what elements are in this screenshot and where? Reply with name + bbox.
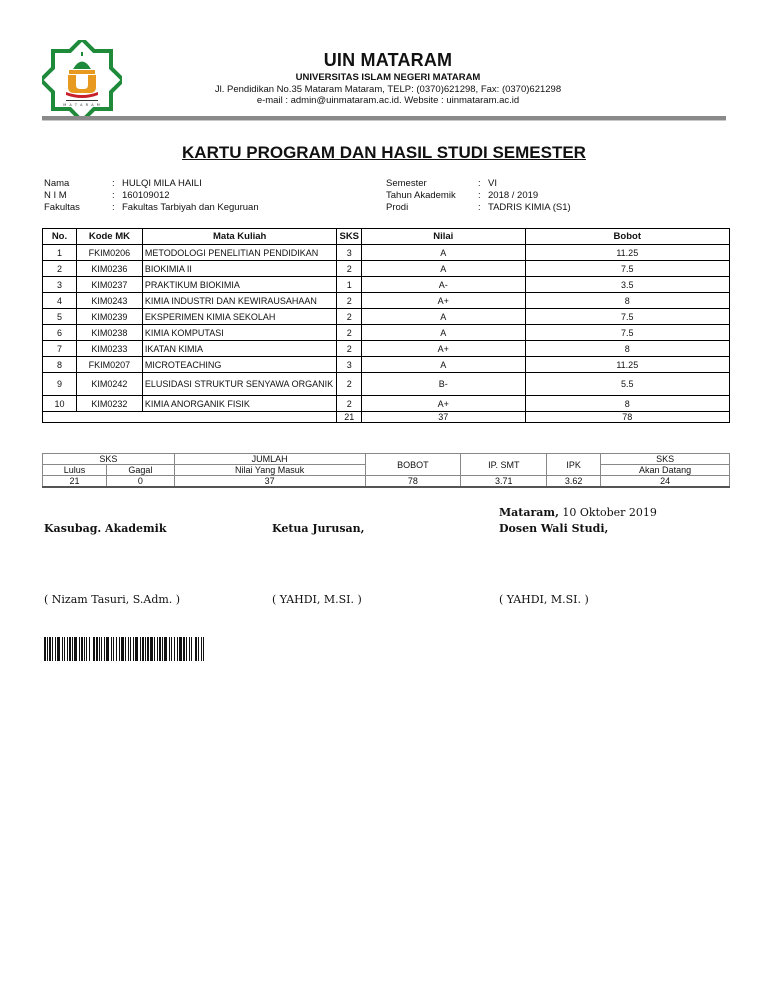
- barcode: [44, 637, 264, 661]
- barcode-bar: [142, 637, 144, 661]
- barcode-bar: [147, 637, 149, 661]
- course-table: [42, 228, 730, 423]
- cell-no: 6: [43, 325, 77, 341]
- ketua-jurusan-name: ( YAHDI, M.SI. ): [272, 593, 362, 606]
- summary-lulus-value: 21: [43, 476, 107, 488]
- info-separator: :: [112, 202, 115, 213]
- header-no: No.: [43, 229, 77, 245]
- barcode-bar: [99, 637, 100, 661]
- table-row: [43, 293, 730, 309]
- total-bobot: 78: [525, 412, 729, 423]
- cell-no: 9: [43, 373, 77, 396]
- cell-no: 7: [43, 341, 77, 357]
- cell-sks: 3: [337, 357, 362, 373]
- barcode-bar: [183, 637, 185, 661]
- cell-kode: KIM0239: [76, 309, 142, 325]
- barcode-bar: [86, 637, 87, 661]
- cell-sks: 2: [337, 325, 362, 341]
- cell-bobot: 7.5: [525, 325, 729, 341]
- barcode-bar: [195, 637, 197, 661]
- barcode-bar: [47, 637, 48, 661]
- info-row-fakultas: [44, 202, 374, 214]
- barcode-bar: [203, 637, 204, 661]
- university-logo: [42, 40, 122, 120]
- info-value: 160109012: [122, 190, 170, 201]
- barcode-bar: [189, 637, 190, 661]
- barcode-bar: [145, 637, 146, 661]
- table-total-row: [43, 412, 730, 423]
- barcode-bar: [74, 637, 77, 661]
- barcode-bar: [81, 637, 83, 661]
- barcode-bar: [62, 637, 63, 661]
- barcode-bar: [55, 637, 56, 661]
- cell-bobot: 7.5: [525, 261, 729, 277]
- summary-header-row-1: [43, 454, 730, 465]
- summary-values-row: [43, 476, 730, 488]
- info-label: Fakultas: [44, 202, 80, 213]
- cell-mata-kuliah: PRAKTIKUM BIOKIMIA: [142, 277, 337, 293]
- cell-bobot: 8: [525, 293, 729, 309]
- barcode-bar: [186, 637, 187, 661]
- info-label: N I M: [44, 190, 67, 201]
- barcode-bar: [174, 637, 175, 661]
- cell-bobot: 8: [525, 396, 729, 412]
- cell-bobot: 11.25: [525, 245, 729, 261]
- info-label: Prodi: [386, 202, 409, 213]
- header-kode-mk: Kode MK: [76, 229, 142, 245]
- cell-mata-kuliah: KIMIA INDUSTRI DAN KEWIRAUSAHAAN: [142, 293, 337, 309]
- barcode-bar: [79, 637, 80, 661]
- table-row: [43, 373, 730, 396]
- cell-kode: KIM0232: [76, 396, 142, 412]
- info-row-nama: [44, 178, 374, 190]
- summary-sks-akan-header: SKS: [601, 454, 730, 465]
- institution-contact: e-mail : admin@uinmataram.ac.id. Website : uinmataram.ac.id: [256, 95, 520, 106]
- summary-ipk-value: 3.62: [547, 476, 601, 488]
- table-row: [43, 396, 730, 412]
- header-nilai: Nilai: [362, 229, 526, 245]
- barcode-bar: [157, 637, 158, 661]
- cell-nilai: A+: [362, 341, 526, 357]
- barcode-bar: [135, 637, 138, 661]
- info-row-prodi: [386, 202, 716, 214]
- barcode-bar: [69, 637, 71, 661]
- barcode-bar: [119, 637, 120, 661]
- cell-nilai: B-: [362, 373, 526, 396]
- kasubag-name: ( Nizam Tasuri, S.Adm. ): [44, 593, 181, 606]
- barcode-bar: [49, 637, 51, 661]
- cell-no: 4: [43, 293, 77, 309]
- header-sks: SKS: [337, 229, 362, 245]
- cell-sks: 2: [337, 309, 362, 325]
- institution-full-name: UNIVERSITAS ISLAM NEGERI MATARAM: [295, 72, 481, 83]
- cell-nilai: A: [362, 309, 526, 325]
- signature-date: 10 Oktober 2019: [558, 506, 657, 519]
- info-label: Semester: [386, 178, 427, 189]
- summary-akan-datang-header: Akan Datang: [601, 465, 730, 476]
- dosen-wali-name: ( YAHDI, M.SI. ): [499, 593, 589, 606]
- cell-bobot: 11.25: [525, 357, 729, 373]
- cell-kode: FKIM0207: [76, 357, 142, 373]
- barcode-bar: [96, 637, 98, 661]
- cell-no: 5: [43, 309, 77, 325]
- barcode-bar: [154, 637, 155, 661]
- barcode-bar: [64, 637, 65, 661]
- cell-nilai: A+: [362, 396, 526, 412]
- cell-kode: KIM0236: [76, 261, 142, 277]
- cell-kode: KIM0237: [76, 277, 142, 293]
- cell-mata-kuliah: ELUSIDASI STRUKTUR SENYAWA ORGANIK: [142, 373, 337, 396]
- barcode-bar: [125, 637, 126, 661]
- cell-no: 2: [43, 261, 77, 277]
- info-row-tahun-akademik: [386, 190, 716, 202]
- cell-bobot: 3.5: [525, 277, 729, 293]
- table-row: [43, 341, 730, 357]
- table-row: [43, 245, 730, 261]
- summary-table: [42, 453, 730, 488]
- cell-kode: KIM0242: [76, 373, 142, 396]
- info-separator: :: [478, 190, 481, 201]
- cell-sks: 1: [337, 277, 362, 293]
- ketua-jurusan-title: Ketua Jurusan,: [272, 522, 365, 535]
- cell-kode: KIM0238: [76, 325, 142, 341]
- barcode-bar: [67, 637, 68, 661]
- cell-sks: 2: [337, 293, 362, 309]
- barcode-bar: [201, 637, 202, 661]
- info-value: 2018 / 2019: [488, 190, 539, 201]
- summary-nilai-masuk-header: Nilai Yang Masuk: [174, 465, 365, 476]
- student-info-left: [44, 178, 374, 218]
- summary-ip-smt-header: IP. SMT: [461, 454, 547, 476]
- student-info-right: [386, 178, 716, 218]
- cell-sks: 2: [337, 396, 362, 412]
- summary-lulus-header: Lulus: [43, 465, 107, 476]
- barcode-bar: [191, 637, 192, 661]
- cell-no: 10: [43, 396, 77, 412]
- info-value: HULQI MILA HAILI: [122, 178, 202, 189]
- barcode-bar: [171, 637, 172, 661]
- signature-date-line: [499, 506, 657, 519]
- barcode-bar: [162, 637, 163, 661]
- kasubag-title: Kasubag. Akademik: [44, 522, 167, 535]
- info-value: Fakultas Tarbiyah dan Keguruan: [122, 202, 259, 213]
- cell-bobot: 7.5: [525, 309, 729, 325]
- cell-nilai: A: [362, 325, 526, 341]
- info-row-semester: [386, 178, 716, 190]
- summary-sks-header: SKS: [43, 454, 175, 465]
- cell-no: 8: [43, 357, 77, 373]
- cell-mata-kuliah: BIOKIMIA II: [142, 261, 337, 277]
- summary-bobot-value: 78: [365, 476, 461, 488]
- barcode-bar: [52, 637, 53, 661]
- dosen-wali-title: Dosen Wali Studi,: [499, 522, 609, 535]
- barcode-bar: [130, 637, 131, 661]
- svg-text:M A T A R A M: M A T A R A M: [63, 103, 101, 107]
- info-separator: :: [478, 178, 481, 189]
- table-row: [43, 325, 730, 341]
- info-label: Tahun Akademik: [386, 190, 456, 201]
- cell-nilai: A+: [362, 293, 526, 309]
- summary-gagal-header: Gagal: [106, 465, 174, 476]
- cell-kode: KIM0233: [76, 341, 142, 357]
- barcode-bar: [106, 637, 109, 661]
- cell-nilai: A-: [362, 277, 526, 293]
- barcode-bar: [159, 637, 161, 661]
- header-mata-kuliah: Mata Kuliah: [142, 229, 337, 245]
- cell-mata-kuliah: MICROTEACHING: [142, 357, 337, 373]
- barcode-bar: [198, 637, 199, 661]
- institution-address: Jl. Pendidikan No.35 Mataram Mataram, TELP: (0370)621298, Fax: (0370)621298: [214, 84, 562, 95]
- cell-bobot: 8: [525, 341, 729, 357]
- total-sks: 21: [337, 412, 362, 423]
- cell-sks: 2: [337, 373, 362, 396]
- summary-sks-akan-datang-value: 24: [601, 476, 730, 488]
- info-value: TADRIS KIMIA (S1): [488, 202, 571, 213]
- document-title: KARTU PROGRAM DAN HASIL STUDI SEMESTER: [182, 143, 586, 162]
- barcode-bar: [89, 637, 90, 661]
- total-label-cell: [43, 412, 337, 423]
- info-separator: :: [478, 202, 481, 213]
- cell-nilai: A: [362, 357, 526, 373]
- table-row: [43, 357, 730, 373]
- table-header-row: [43, 229, 730, 245]
- table-row: [43, 309, 730, 325]
- barcode-bar: [121, 637, 124, 661]
- barcode-bar: [93, 637, 95, 661]
- barcode-bar: [169, 637, 170, 661]
- barcode-bar: [133, 637, 134, 661]
- barcode-bar: [164, 637, 167, 661]
- barcode-bar: [44, 637, 46, 661]
- summary-ip-smt-value: 3.71: [461, 476, 547, 488]
- cell-kode: FKIM0206: [76, 245, 142, 261]
- info-separator: :: [112, 178, 115, 189]
- barcode-bar: [104, 637, 105, 661]
- cell-nilai: A: [362, 261, 526, 277]
- barcode-bar: [57, 637, 60, 661]
- cell-mata-kuliah: EKSPERIMEN KIMIA SEKOLAH: [142, 309, 337, 325]
- cell-sks: 2: [337, 261, 362, 277]
- barcode-bar: [72, 637, 73, 661]
- summary-bobot-header: BOBOT: [365, 454, 461, 476]
- cell-bobot: 5.5: [525, 373, 729, 396]
- barcode-bar: [179, 637, 182, 661]
- info-label: Nama: [44, 178, 70, 189]
- summary-ipk-header: IPK: [547, 454, 601, 476]
- table-row: [43, 277, 730, 293]
- header-divider: [42, 116, 726, 121]
- cell-nilai: A: [362, 245, 526, 261]
- signature-place: Mataram,: [499, 506, 559, 519]
- barcode-bar: [150, 637, 153, 661]
- institution-name: UIN MATARAM: [323, 50, 453, 70]
- cell-no: 1: [43, 245, 77, 261]
- cell-mata-kuliah: KIMIA ANORGANIK FISIK: [142, 396, 337, 412]
- cell-mata-kuliah: KIMIA KOMPUTASI: [142, 325, 337, 341]
- summary-nilai-masuk-value: 37: [174, 476, 365, 488]
- barcode-bar: [101, 637, 102, 661]
- summary-jumlah-header: JUMLAH: [174, 454, 365, 465]
- cell-sks: 2: [337, 341, 362, 357]
- cell-no: 3: [43, 277, 77, 293]
- header-bobot: Bobot: [525, 229, 729, 245]
- total-nilai: 37: [362, 412, 526, 423]
- table-row: [43, 261, 730, 277]
- cell-mata-kuliah: IKATAN KIMIA: [142, 341, 337, 357]
- barcode-bar: [177, 637, 178, 661]
- info-separator: :: [112, 190, 115, 201]
- info-value: VI: [488, 178, 497, 189]
- cell-kode: KIM0243: [76, 293, 142, 309]
- barcode-bar: [84, 637, 85, 661]
- barcode-bar: [140, 637, 141, 661]
- barcode-bar: [111, 637, 112, 661]
- barcode-bar: [113, 637, 114, 661]
- barcode-bar: [128, 637, 129, 661]
- cell-mata-kuliah: METODOLOGI PENELITIAN PENDIDIKAN: [142, 245, 337, 261]
- cell-sks: 3: [337, 245, 362, 261]
- barcode-bar: [116, 637, 117, 661]
- summary-gagal-value: 0: [106, 476, 174, 488]
- info-row-nim: [44, 190, 374, 202]
